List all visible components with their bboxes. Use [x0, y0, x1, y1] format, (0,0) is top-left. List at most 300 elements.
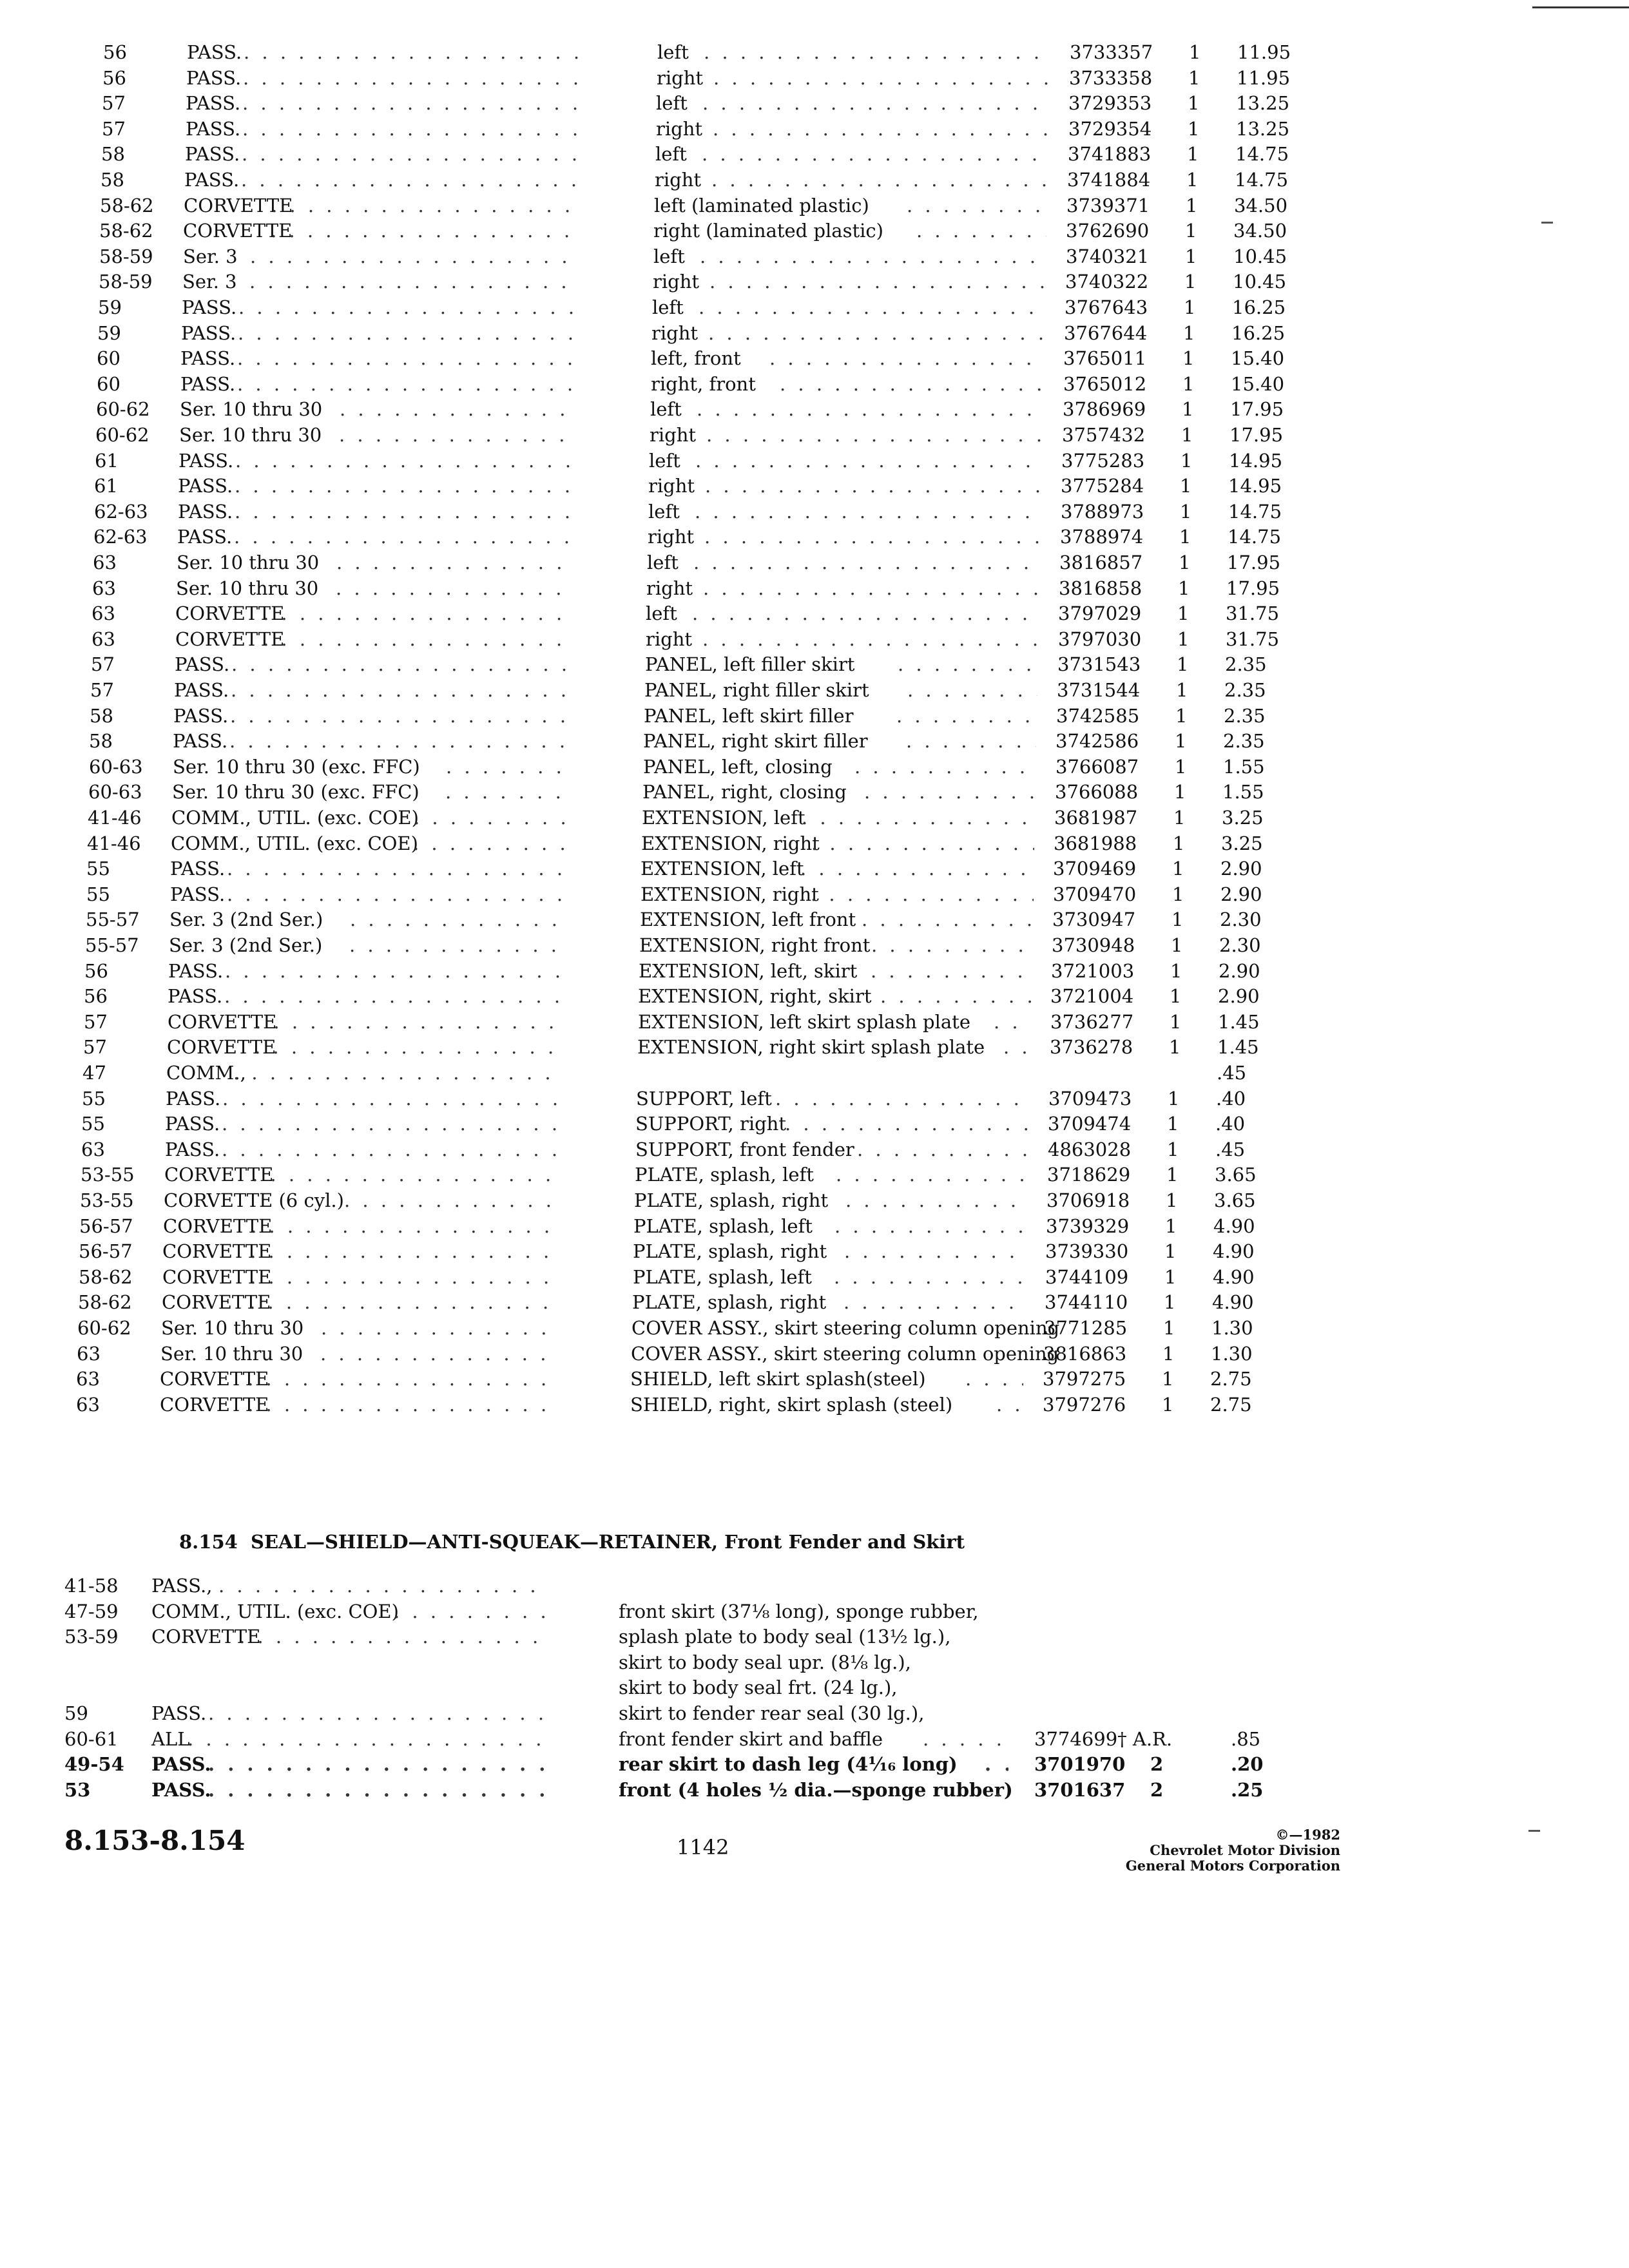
description-cell: EXTENSION, left front — [640, 908, 856, 931]
dot-leader — [242, 117, 579, 141]
price-cell: 1.55 — [1222, 781, 1264, 803]
price-cell: 16.25 — [1232, 296, 1286, 318]
year-cell: 63 — [92, 628, 115, 650]
model-cell: PASS. — [185, 143, 240, 166]
dot-leader — [222, 1111, 558, 1136]
dot-leader — [247, 1367, 553, 1391]
dot-leader — [320, 1341, 554, 1366]
description-cell: front (4 holes ½ dia.—sponge rubber) — [619, 1778, 1013, 1801]
table-row — [0, 1111, 1418, 1136]
year-cell: 63 — [77, 1342, 101, 1365]
year-cell: 60-62 — [95, 424, 149, 446]
description-cell: right — [646, 577, 693, 599]
table-row — [0, 550, 1418, 575]
description-cell: right — [650, 424, 697, 446]
dot-leader — [704, 40, 1050, 64]
table-row — [0, 269, 1418, 294]
model-cell: CORVETTE — [163, 1215, 273, 1237]
dot-leader — [702, 627, 1039, 651]
quantity-cell: 1 — [1171, 908, 1184, 931]
price-cell: 2.35 — [1224, 679, 1266, 701]
section-range: 8.153-8.154 — [64, 1825, 246, 1856]
part-number-cell: 3741884 — [1067, 169, 1151, 191]
dot-leader — [708, 321, 1045, 345]
model-cell: Ser. 3 (2nd Ser.) — [169, 934, 323, 956]
dot-leader — [250, 1265, 555, 1289]
quantity-cell: 1 — [1182, 347, 1195, 370]
price-cell: 4.90 — [1213, 1215, 1255, 1237]
dot-leader — [445, 780, 565, 804]
year-cell: 58-62 — [99, 220, 153, 242]
dot-leader — [785, 1111, 1028, 1136]
table-row — [0, 372, 1418, 396]
model-cell: PASS. — [186, 117, 241, 140]
dot-leader — [702, 142, 1048, 166]
table-row — [0, 856, 1418, 881]
year-cell: 55 — [86, 883, 110, 905]
model-cell: CORVETTE — [184, 194, 293, 216]
dot-leader — [249, 269, 575, 294]
price-cell: 10.45 — [1233, 271, 1287, 293]
description-cell: SHIELD, right, skirt splash (steel) — [630, 1393, 953, 1416]
description-cell: left — [655, 143, 687, 166]
table-row — [0, 1624, 1418, 1649]
year-cell: 60-62 — [77, 1317, 131, 1339]
price-cell: 1.30 — [1211, 1342, 1253, 1365]
description-cell: right — [648, 526, 695, 548]
model-cell: Ser. 10 thru 30 — [161, 1317, 304, 1339]
description-cell: PLATE, splash, left — [633, 1265, 812, 1288]
description-cell: EXTENSION, right, skirt — [638, 985, 872, 1008]
part-number-cell: 3721004 — [1050, 985, 1134, 1008]
dot-leader — [713, 117, 1049, 141]
table-row — [0, 959, 1418, 983]
dot-leader — [446, 754, 566, 779]
price-cell: 14.95 — [1229, 449, 1283, 472]
quantity-cell: 1 — [1181, 424, 1193, 446]
model-cell: CORVETTE — [162, 1291, 271, 1314]
table-row — [0, 244, 1418, 269]
quantity-cell: 1 — [1187, 143, 1199, 166]
price-cell: 4.90 — [1212, 1291, 1254, 1314]
dot-leader — [811, 831, 1034, 856]
dot-leader — [208, 1778, 545, 1802]
table-row — [0, 831, 1418, 856]
part-number-cell: 3706918 — [1046, 1189, 1130, 1211]
section-title: SEAL—SHIELD—ANTI-SQUEAK—RETAINER, Front Fender and Skirt — [251, 1531, 965, 1553]
year-cell: 58 — [101, 169, 124, 191]
part-number-cell: 4863028 — [1048, 1138, 1132, 1160]
description-cell: PLATE, splash, left — [633, 1215, 813, 1237]
dot-leader — [241, 168, 577, 192]
quantity-cell: 1 — [1170, 959, 1182, 982]
model-cell: Ser. 3 — [183, 245, 238, 267]
dot-leader — [349, 933, 562, 957]
table-row — [0, 423, 1418, 447]
dot-leader — [237, 346, 574, 370]
table-row — [0, 193, 1418, 218]
part-number-cell: 3742586 — [1055, 730, 1139, 753]
dot-leader — [229, 729, 566, 753]
part-number-cell: 3731543 — [1057, 653, 1141, 676]
quantity-cell: 1 — [1165, 1215, 1177, 1237]
part-number-cell: 3744109 — [1045, 1265, 1129, 1288]
quantity-cell: 1 — [1182, 398, 1194, 421]
model-cell: Ser. 3 (2nd Ser.) — [169, 908, 323, 931]
dot-leader — [247, 1392, 553, 1417]
dot-leader — [843, 1290, 1025, 1314]
dot-leader — [995, 1778, 1008, 1802]
part-number-cell: 3786969 — [1063, 398, 1146, 421]
year-cell: 41-46 — [88, 807, 142, 829]
dot-leader — [231, 652, 568, 677]
quantity-cell: 1 — [1162, 1393, 1174, 1416]
year-cell: 58 — [101, 143, 125, 166]
model-cell: PASS. — [175, 653, 230, 676]
description-cell: front fender skirt and baffle — [619, 1727, 883, 1750]
dot-leader — [985, 1752, 1008, 1776]
quantity-cell: 1 — [1175, 755, 1187, 778]
part-number-cell: 3718629 — [1047, 1164, 1131, 1186]
part-number-cell: 3797276 — [1043, 1393, 1126, 1416]
model-cell: PASS. — [165, 1138, 220, 1160]
dot-leader — [413, 831, 564, 856]
part-number-cell: 3740321 — [1066, 245, 1150, 267]
table-row — [0, 91, 1418, 115]
part-number-cell: 3788974 — [1060, 526, 1144, 548]
year-cell: 53-55 — [81, 1164, 135, 1186]
table-row — [0, 117, 1418, 141]
price-cell: 2.30 — [1219, 934, 1261, 956]
model-cell: CORVETTE — [167, 1036, 276, 1059]
table-row — [0, 499, 1418, 524]
table-row — [0, 907, 1418, 932]
quantity-cell: 1 — [1163, 1317, 1175, 1339]
price-cell: 2.90 — [1219, 959, 1260, 982]
quantity-cell: 1 — [1167, 1113, 1179, 1135]
description-cell: PLATE, splash, left — [635, 1164, 814, 1186]
description-cell: left — [652, 296, 684, 318]
dot-leader — [263, 601, 568, 626]
price-cell: 2.90 — [1220, 883, 1262, 905]
model-cell: COMM., — [166, 1062, 246, 1084]
dot-leader — [906, 729, 1036, 753]
dot-leader — [907, 193, 1047, 218]
price-cell: 31.75 — [1226, 628, 1280, 650]
quantity-cell: 1 — [1183, 322, 1195, 344]
price-cell: 34.50 — [1234, 194, 1288, 216]
description-cell: right — [648, 475, 695, 497]
year-cell: 63 — [76, 1368, 100, 1390]
quantity-cell: 1 — [1162, 1342, 1175, 1365]
quantity-cell: 1 — [1185, 245, 1197, 267]
model-cell: PASS. — [170, 883, 226, 905]
dot-leader — [703, 576, 1039, 601]
quantity-cell: 1 — [1176, 679, 1188, 701]
corporation-name: General Motors Corporation — [1125, 1858, 1340, 1874]
price-cell: 15.40 — [1231, 347, 1285, 370]
description-cell: front skirt (37⅛ long), sponge rubber, — [619, 1600, 979, 1622]
dot-leader — [394, 1599, 545, 1624]
part-number-cell: 3701637 — [1034, 1778, 1126, 1801]
part-number-cell: 3744110 — [1045, 1291, 1128, 1314]
part-number-cell: 3788973 — [1061, 500, 1144, 523]
description-cell: rear skirt to dash leg (4¹⁄₁₆ long) — [619, 1753, 958, 1776]
table-row — [0, 1752, 1418, 1776]
model-cell: CORVETTE — [160, 1368, 269, 1390]
price-cell: .85 — [1231, 1727, 1261, 1750]
year-cell: 58 — [89, 730, 113, 753]
part-number-cell: 3775283 — [1061, 449, 1145, 472]
description-cell: right, front — [651, 372, 756, 395]
dot-leader — [769, 346, 1044, 370]
year-cell: 58 — [90, 704, 113, 727]
model-cell: CORVETTE — [162, 1265, 272, 1288]
margin-mark — [1528, 1830, 1540, 1832]
quantity-cell: 1 — [1182, 372, 1195, 395]
table-row — [0, 218, 1418, 243]
price-cell: 14.75 — [1228, 500, 1282, 523]
dot-leader — [871, 959, 1032, 983]
description-cell: left — [657, 41, 689, 63]
description-cell: right — [655, 169, 702, 191]
price-cell: 14.95 — [1228, 475, 1282, 497]
price-cell: 2.90 — [1218, 985, 1260, 1008]
dot-leader — [235, 499, 571, 524]
dot-leader — [188, 1727, 545, 1751]
model-cell: PASS. — [173, 730, 228, 753]
description-cell: PANEL, right skirt filler — [643, 730, 868, 753]
description-cell: right (laminated plastic) — [653, 220, 883, 242]
year-cell: 47-59 — [64, 1600, 119, 1622]
copyright: ©—1982 — [1275, 1827, 1340, 1843]
year-cell: 60 — [97, 372, 120, 395]
year-cell: 62-63 — [94, 500, 148, 523]
description-cell: PLATE, splash, right — [633, 1240, 827, 1263]
price-cell: 16.25 — [1231, 322, 1286, 344]
part-number-cell: 3701970 — [1034, 1753, 1126, 1776]
price-cell: 4.90 — [1213, 1240, 1255, 1263]
quantity-cell: 1 — [1178, 577, 1190, 599]
part-number-cell: 3797275 — [1043, 1368, 1126, 1390]
model-cell: CORVETTE — [175, 628, 285, 650]
model-cell: PASS. — [151, 1778, 211, 1801]
table-row — [0, 1010, 1418, 1034]
table-row — [0, 729, 1418, 753]
dot-leader — [235, 474, 571, 498]
part-number-cell: 3739330 — [1045, 1240, 1129, 1263]
dot-leader — [339, 423, 572, 447]
table-row — [0, 168, 1418, 192]
description-cell: SHIELD, left skirt splash(steel) — [630, 1368, 926, 1390]
description-cell: left, front — [651, 347, 741, 370]
year-cell: 56-57 — [79, 1240, 133, 1263]
price-cell: 2.35 — [1225, 653, 1267, 676]
year-cell: 58-59 — [99, 271, 153, 293]
price-cell: 1.55 — [1223, 755, 1265, 778]
part-number-cell: 3729354 — [1068, 117, 1152, 140]
table-row — [0, 1316, 1418, 1340]
year-cell: 60 — [97, 347, 120, 370]
description-cell: left — [649, 449, 680, 472]
dot-leader — [340, 397, 573, 421]
description-cell: EXTENSION, left — [641, 858, 804, 880]
price-cell: 15.40 — [1231, 372, 1285, 395]
price-cell: 14.75 — [1235, 169, 1289, 191]
table-row — [0, 1035, 1418, 1059]
dot-leader — [695, 499, 1041, 524]
year-cell: 60-62 — [96, 398, 150, 421]
table-row — [0, 1341, 1418, 1366]
dot-leader — [864, 780, 1036, 804]
model-cell: Ser. 10 thru 30 (exc. FFC) — [172, 781, 419, 803]
model-cell: PASS. — [166, 1087, 221, 1110]
year-cell: 61 — [94, 475, 118, 497]
part-number-cell: 3736278 — [1050, 1036, 1133, 1059]
quantity-cell: 1 — [1186, 169, 1199, 191]
dot-leader — [898, 652, 1038, 677]
part-number-cell: 3709470 — [1053, 883, 1137, 905]
dot-leader — [249, 1290, 555, 1314]
model-cell: Ser. 10 thru 30 — [177, 552, 320, 573]
description-cell: SUPPORT, left — [636, 1087, 772, 1110]
dot-leader — [705, 474, 1041, 498]
price-cell: 13.25 — [1236, 117, 1290, 140]
dot-leader — [800, 856, 1034, 881]
dot-leader — [711, 168, 1048, 192]
description-cell: PLATE, splash, right — [632, 1291, 827, 1314]
quantity-cell: 2 — [1150, 1778, 1164, 1801]
dot-leader — [255, 1010, 561, 1034]
table-row — [0, 780, 1418, 804]
year-cell: 59 — [98, 296, 122, 318]
table-row — [0, 1162, 1418, 1187]
part-number-cell: 3681988 — [1054, 832, 1137, 854]
description-cell: PANEL, left skirt filler — [644, 704, 854, 727]
year-cell: 56-57 — [79, 1215, 133, 1237]
model-cell: Ser. 10 thru 30 — [176, 577, 319, 599]
description-cell: PANEL, left filler skirt — [645, 653, 855, 676]
table-row — [0, 524, 1418, 549]
model-cell: COMM., UTIL. (exc. COE) — [171, 832, 418, 854]
description-cell: PANEL, right filler skirt — [644, 679, 869, 701]
dot-leader — [811, 882, 1034, 907]
description-cell: EXTENSION, right front — [639, 934, 871, 956]
year-cell: 57 — [102, 92, 126, 115]
model-cell: ALL — [151, 1727, 190, 1750]
description-cell: left — [647, 552, 679, 573]
table-row — [0, 474, 1418, 498]
dot-leader — [834, 1214, 1027, 1238]
table-row — [0, 1137, 1418, 1162]
table-row — [0, 1239, 1418, 1264]
price-cell: 2.75 — [1210, 1368, 1252, 1390]
year-cell: 56 — [84, 985, 108, 1008]
dot-leader — [271, 218, 576, 243]
description-cell: SUPPORT, right — [635, 1113, 786, 1135]
year-cell: 55 — [82, 1087, 106, 1110]
dot-leader — [224, 984, 561, 1008]
part-number-cell: 3721003 — [1051, 959, 1135, 982]
description-cell: EXTENSION, left skirt splash plate — [638, 1010, 970, 1033]
model-cell: PASS., — [151, 1575, 213, 1597]
year-cell: 57 — [91, 653, 115, 676]
year-cell: 58-62 — [78, 1291, 132, 1314]
quantity-cell: 1 — [1173, 832, 1185, 854]
price-cell: 3.65 — [1215, 1164, 1257, 1186]
page-number: 1142 — [677, 1835, 729, 1860]
part-number-cell: 3762690 — [1066, 220, 1150, 242]
dot-leader — [242, 91, 579, 115]
dot-leader — [414, 805, 564, 830]
part-number-cell: 3766088 — [1055, 781, 1139, 803]
table-row — [0, 1701, 1418, 1725]
description-cell: skirt to fender rear seal (30 lg.), — [619, 1702, 925, 1724]
dot-leader — [222, 1137, 558, 1162]
model-cell: COMM., UTIL. (exc. COE) — [171, 807, 419, 829]
part-number-cell: 3797030 — [1058, 628, 1142, 650]
dot-leader — [222, 1086, 559, 1111]
dot-leader — [709, 269, 1046, 294]
table-row — [0, 652, 1418, 677]
dot-leader — [271, 193, 577, 218]
price-cell: 2.30 — [1220, 908, 1262, 931]
dot-leader — [702, 91, 1049, 115]
dot-leader — [699, 295, 1045, 320]
part-number-cell: 3797029 — [1058, 602, 1142, 625]
model-cell: COMM., UTIL. (exc. COE) — [151, 1600, 399, 1622]
year-cell: 55-57 — [85, 934, 139, 956]
model-cell: PASS. — [170, 858, 226, 880]
table-row — [0, 1392, 1418, 1417]
quantity-cell: 1 — [1175, 730, 1187, 753]
model-cell: PASS. — [184, 169, 240, 191]
model-cell: Ser. 10 thru 30 — [179, 424, 322, 446]
dot-leader — [344, 1188, 557, 1213]
dot-leader — [836, 1162, 1028, 1187]
quantity-cell: 1 — [1175, 704, 1188, 727]
model-cell: PASS. — [186, 66, 242, 89]
dot-leader — [775, 1086, 1029, 1111]
price-cell: .25 — [1231, 1778, 1264, 1801]
dot-leader — [233, 1061, 559, 1085]
quantity-cell: 1 — [1164, 1240, 1177, 1263]
dot-leader — [693, 550, 1040, 575]
dot-leader — [225, 959, 561, 983]
description-cell: left — [650, 398, 682, 421]
table-row — [0, 1599, 1418, 1624]
quantity-cell: 1 — [1164, 1291, 1176, 1314]
dot-leader — [237, 372, 574, 396]
dot-leader — [700, 244, 1046, 269]
dot-leader — [208, 1701, 545, 1725]
quantity-cell: 1 — [1169, 1036, 1181, 1059]
table-row — [0, 346, 1418, 370]
model-cell: PASS. — [187, 41, 242, 63]
part-number-cell: 3733358 — [1069, 66, 1153, 89]
price-cell: 3.65 — [1214, 1189, 1256, 1211]
price-cell: .20 — [1231, 1753, 1264, 1776]
table-row — [0, 805, 1418, 830]
model-cell: CORVETTE — [164, 1164, 274, 1186]
dot-leader — [238, 321, 574, 345]
model-cell: PASS. — [180, 372, 236, 395]
part-number-cell: 3816863 — [1043, 1342, 1127, 1365]
part-number-cell: 3765012 — [1063, 372, 1147, 395]
dot-leader — [695, 448, 1042, 473]
year-cell: 60-63 — [89, 755, 143, 778]
year-cell: 63 — [76, 1393, 100, 1416]
